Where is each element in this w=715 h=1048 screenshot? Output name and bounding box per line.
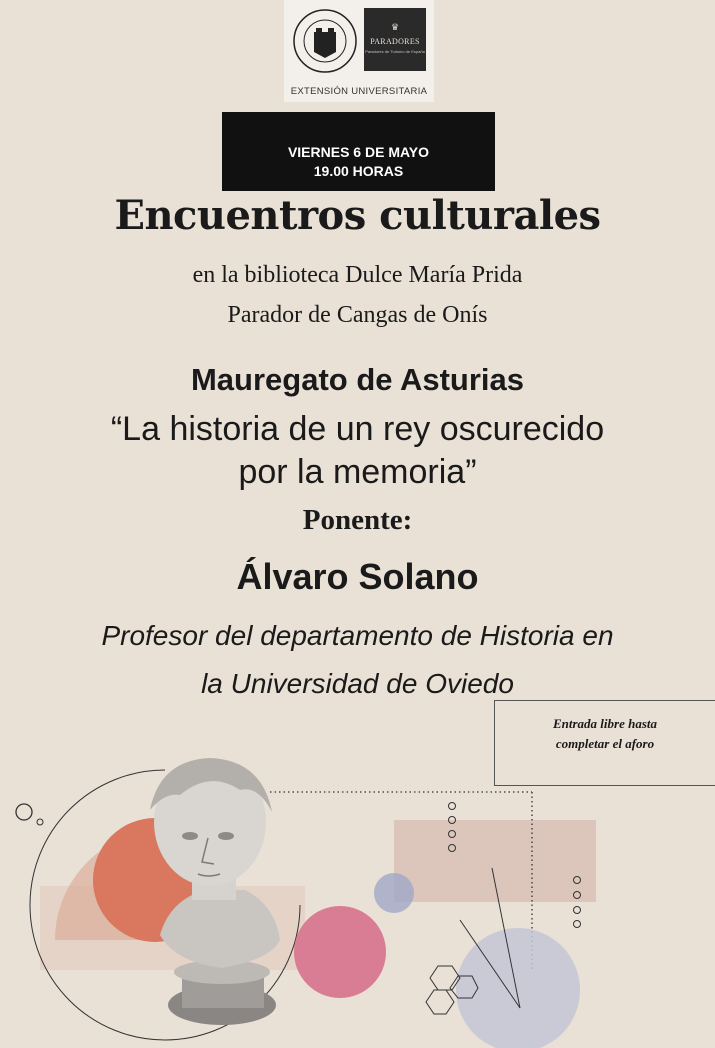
- paradores-subtext: Paradores de Turismo de España: [365, 49, 425, 54]
- paradores-name: PARADORES: [370, 37, 420, 46]
- paradores-logo: [364, 8, 426, 71]
- extension-label: EXTENSIÓN UNIVERSITARIA: [290, 86, 428, 97]
- role-line-1: Profesor del departamento de Historia en: [101, 620, 614, 651]
- time-line: 19.00 HORAS: [313, 163, 404, 179]
- event-title: Encuentros culturales: [114, 192, 601, 239]
- venue-line-2: Parador de Cangas de Onís: [227, 302, 488, 328]
- speaker-label: Ponente:: [302, 504, 413, 536]
- lecture-title: Mauregato de Asturias: [190, 362, 525, 397]
- quote-line-1: “La historia de un rey oscurecido: [110, 410, 605, 448]
- date-box: [222, 112, 495, 191]
- crown-icon: ♛: [390, 22, 400, 32]
- date-line: VIERNES 6 DE MAYO: [287, 144, 430, 160]
- decorative-artwork: [0, 740, 715, 1048]
- speaker-role: [20, 612, 695, 708]
- venue-line-1: en la biblioteca Dulce María Prida: [192, 262, 523, 288]
- small-ring-icon: [16, 804, 32, 820]
- beige-rect: [394, 820, 596, 902]
- role-line-2: la Universidad de Oviedo: [201, 668, 514, 699]
- tiny-ring-icon: [37, 819, 43, 825]
- blue-small-circle: [374, 873, 414, 913]
- university-seal-icon: [292, 8, 358, 74]
- entry-line-2: completar el aforo: [555, 736, 655, 751]
- entry-line-1: Entrada libre hasta: [552, 716, 658, 731]
- blue-large-circle: [456, 928, 580, 1048]
- lecture-quote: [40, 408, 675, 494]
- speaker-name: Álvaro Solano: [236, 556, 479, 597]
- quote-line-2: por la memoria”: [238, 453, 477, 491]
- pink-circle: [294, 906, 386, 998]
